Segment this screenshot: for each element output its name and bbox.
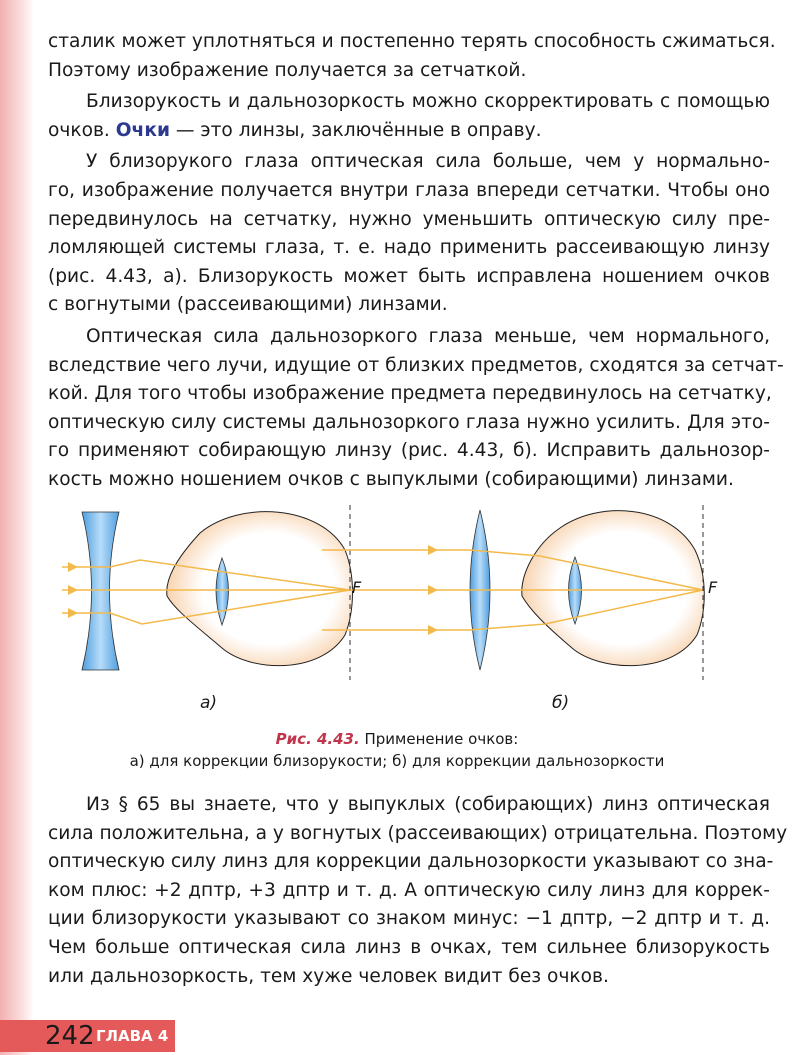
eyeball (167, 512, 353, 666)
text-line: сила положительна, а у вогнутых (рассеивающих) отрицательна. Поэтому (48, 822, 788, 844)
paragraph-3 (48, 148, 770, 320)
paragraph-5 (48, 791, 788, 991)
page-number: 242 (45, 1021, 95, 1051)
caption-detail: а) для коррекции близорукости; б) для коррекции дальнозоркости (129, 752, 665, 770)
text-line: с вогнутыми (рассеивающими) линзами. (48, 294, 448, 316)
text-line: Близорукость и дальнозоркость можно скорректировать с помощью (86, 91, 770, 113)
text-line: оптическую силу системы дальнозоркого глаза нужно усилить. Для это- (48, 411, 770, 433)
text-line (48, 117, 770, 146)
text-fragment: очков. (48, 119, 116, 141)
focus-label-b: F (708, 578, 718, 597)
text-line: ции близорукости указывают со знаком минус: −1 дптр, −2 дптр и т. д. (48, 908, 770, 930)
eyeball (522, 511, 704, 666)
figure-caption (0, 730, 794, 748)
arrow-icons (428, 545, 438, 635)
concave-lens (82, 512, 119, 670)
text-line: Поэтому изображение получается за сетчаткой. (48, 59, 527, 81)
text-line: У близорукого глаза оптическая сила больше, чем у нормально- (86, 151, 770, 173)
text-line: (рис. 4.43, а). Близорукость может быть исправлена ношением очков (48, 265, 770, 287)
top-text (48, 28, 784, 498)
text-line: кой. Для того чтобы изображение предмета передвинулось на сетчатку, (48, 383, 772, 405)
eye-myopia-diagram (62, 505, 353, 680)
paragraph-2 (48, 88, 770, 145)
caption-title: Применение очков: (359, 730, 519, 748)
term-highlight: Очки (115, 119, 170, 141)
caption-label: Рис. 4.43. (275, 730, 360, 748)
text-line: Из § 65 вы знаете, что у выпуклых (собирающих) линз оптическая (86, 794, 770, 815)
text-line: или дальнозоркость, тем хуже человек видит без очков. (48, 965, 609, 987)
paragraph-1 (48, 28, 776, 85)
paragraph-4 (48, 323, 784, 495)
bottom-text (48, 791, 788, 994)
text-line: кость можно ношением очков с выпуклыми (собирающими) линзами. (48, 468, 734, 490)
text-line: го применяют собирающую линзу (рис. 4.43, б). Исправить дальнозор- (48, 440, 770, 462)
subfigure-label-a: а) (200, 693, 218, 713)
text-line: ломляющей системы глаза, т. е. надо применить рассеивающую линзу (48, 237, 770, 259)
focus-label-a: F (352, 578, 362, 597)
text-line: Оптическая сила дальнозоркого глаза меньше, чем нормального, (86, 325, 770, 347)
text-line: го, изображение получается внутри глаза впереди сетчатки. Чтобы оно (48, 179, 770, 201)
chapter-label: ГЛАВА 4 (96, 1027, 169, 1045)
text-line: вследствие чего лучи, идущие от близких предметов, сходятся за сетчат- (48, 354, 784, 376)
figure-eye-diagrams (0, 500, 794, 700)
page-footer (0, 1020, 175, 1052)
text-line: ком плюс: +2 дптр, +3 дптр и т. д. А оптическую силу линз для коррек- (48, 879, 770, 901)
text-line: сталик может уплотняться и постепенно терять способность сжиматься. (48, 31, 776, 52)
text-fragment: — это линзы, заключённые в оправу. (169, 119, 542, 141)
text-line: передвинулось на сетчатку, нужно уменьшить оптическую силу пре- (48, 208, 770, 230)
eye-hyperopia-diagram (322, 505, 704, 680)
text-line: оптическую силу линз для коррекции дальнозоркости указывают со зна- (48, 851, 774, 873)
arrow-icons (68, 562, 78, 618)
text-line: Чем больше оптическая сила линз в очках, тем сильнее близорукость (48, 936, 770, 958)
subfigure-label-b: б) (552, 693, 570, 713)
